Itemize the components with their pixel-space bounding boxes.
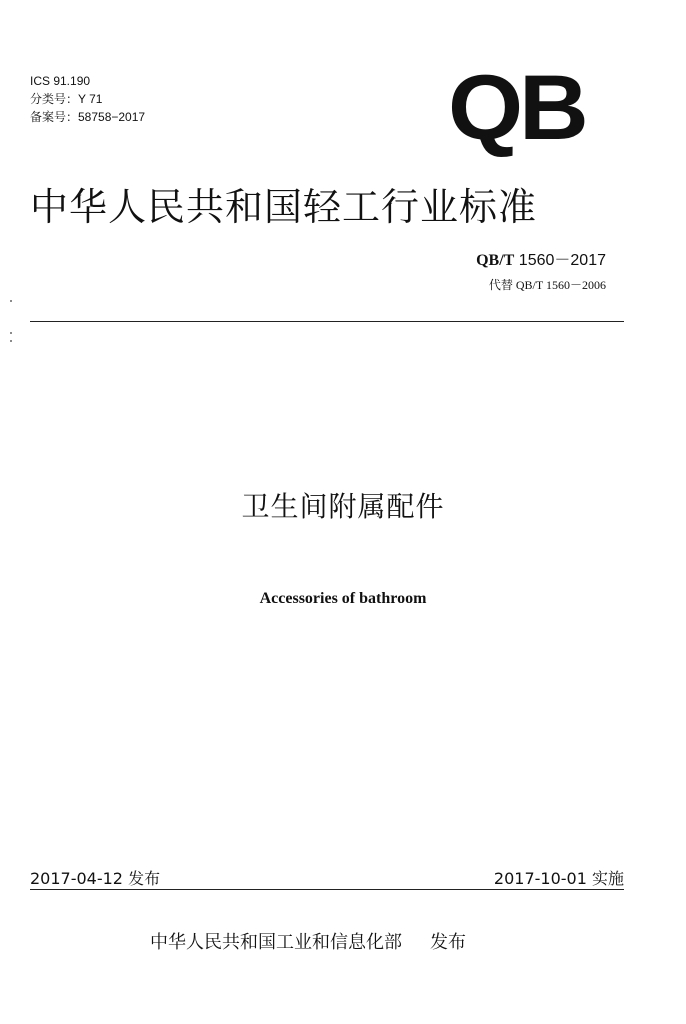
standard-number: [476, 247, 606, 270]
scan-speck: [10, 340, 12, 342]
standard-number-value: 1560－2017: [518, 252, 606, 269]
standard-metadata: [30, 72, 145, 126]
top-divider: [30, 321, 624, 322]
replaces-standard: 代替 QB/T 1560－2006: [488, 278, 606, 292]
issuer-action: 发布: [430, 932, 466, 953]
bottom-divider: [30, 889, 624, 890]
ics-code: ICS 91.190: [30, 74, 91, 88]
scan-speck: [10, 300, 12, 302]
issuer-name: 中华人民共和国工业和信息化部: [150, 932, 402, 953]
document-title-en: Accessories of bathroom: [259, 590, 427, 607]
issuer: [150, 928, 466, 954]
filing-number: 备案号：58758−2017: [30, 110, 146, 124]
classification-code: 分类号：Y 71: [30, 92, 103, 106]
document-title-cn: 卫生间附属配件: [241, 490, 445, 523]
scan-speck: [10, 332, 12, 334]
publish-date: 2017-04-12 发布: [30, 869, 161, 888]
main-title: 中华人民共和国轻工行业标准: [30, 185, 538, 229]
standard-prefix: QB/T: [476, 252, 515, 269]
qb-logo: QB: [448, 57, 585, 159]
effective-date: 2017-10-01 实施: [493, 869, 624, 888]
